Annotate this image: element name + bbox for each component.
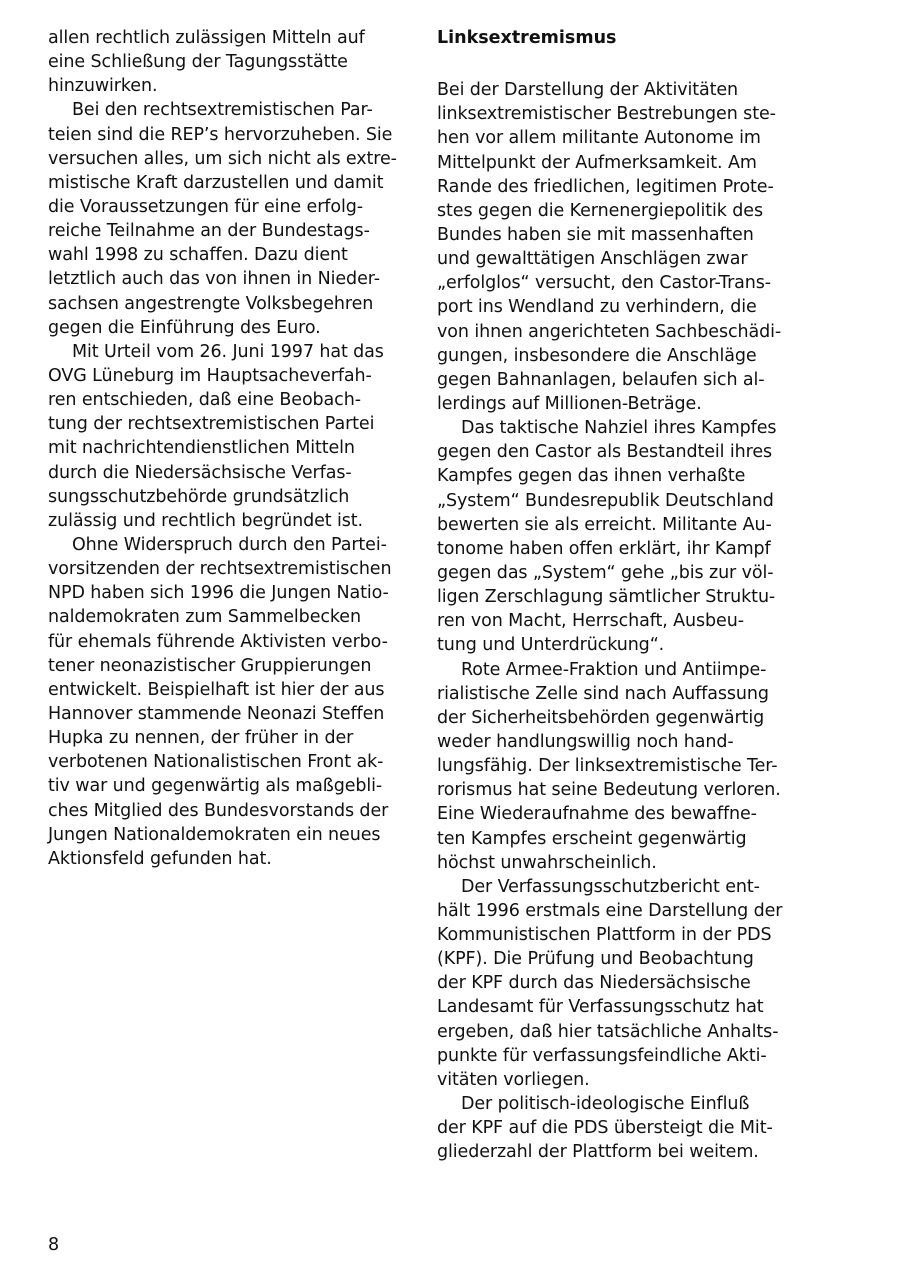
text-line: Bei den rechtsextremistischen Par- [72, 100, 373, 121]
text-line: Hannover stammende Neonazi Steffen [48, 703, 385, 724]
paragraph [48, 340, 408, 533]
text-line: lerdings auf Millionen-Beträge. [437, 393, 702, 414]
text-line: rorismus hat seine Bedeutung verloren. [437, 780, 781, 801]
text-line: Der Verfassungsschutzbericht ent- [461, 876, 760, 897]
text-line: von ihnen angerichteten Sachbeschädi- [437, 321, 782, 342]
text-line: Der politisch-ideologische Einfluß [461, 1094, 750, 1115]
text-line: Rote Armee-Fraktion und Antiimpe- [461, 659, 767, 680]
text-line: ergeben, daß hier tatsächliche Anhalts- [437, 1021, 779, 1042]
text-line: tung und Unterdrückung“. [437, 635, 665, 656]
text-line: die Voraussetzungen für eine erfolg- [48, 196, 363, 217]
text-line: hinzuwirken. [48, 76, 158, 97]
text-line: durch die Niedersächsische Verfas- [48, 462, 352, 483]
text-line: „System“ Bundesrepublik Deutschland [437, 490, 774, 511]
text-line: rialistische Zelle sind nach Auffassung [437, 683, 769, 704]
text-line: port ins Wendland zu verhindern, die [437, 297, 757, 318]
text-line: Kampfes gegen das ihnen verhaßte [437, 466, 746, 487]
text-line: weder handlungswillig noch hand- [437, 731, 734, 752]
right-column [437, 26, 799, 1164]
text-line: Hupka zu nennen, der früher in der [48, 728, 354, 749]
text-line: vitäten vorliegen. [437, 1069, 590, 1090]
text-line: (KPF). Die Prüfung und Beobachtung [437, 949, 754, 970]
text-line: teien sind die REP’s hervorzuheben. Sie [48, 124, 393, 145]
text-line: ren von Macht, Herrschaft, Ausbeu- [437, 611, 744, 632]
section-heading: Linksextremismus [437, 28, 617, 48]
text-line: für ehemals führende Aktivisten verbo- [48, 631, 388, 652]
paragraph [437, 78, 799, 416]
text-line: gegen den Castor als Bestandteil ihres [437, 442, 773, 463]
text-line: OVG Lüneburg im Hauptsacheverfah- [48, 365, 372, 386]
page-number: 8 [48, 1235, 60, 1255]
text-line: ches Mitglied des Bundesvorstands der [48, 800, 389, 821]
text-line: gegen die Einführung des Euro. [48, 317, 321, 338]
text-line: punkte für verfassungsfeindliche Akti- [437, 1045, 767, 1066]
paragraph [48, 533, 408, 871]
text-line: bewerten sie als erreicht. Militante Au- [437, 514, 772, 535]
text-line: tener neonazistischer Gruppierungen [48, 655, 372, 676]
paragraph [48, 26, 408, 98]
text-line: naldemokraten zum Sammelbecken [48, 607, 361, 628]
text-line: entwickelt. Beispielhaft ist hier der aus [48, 679, 385, 700]
paragraph [48, 98, 408, 339]
text-line: Landesamt für Verfassungsschutz hat [437, 997, 764, 1018]
text-line: Bei der Darstellung der Aktivitäten [437, 80, 739, 101]
text-line: stes gegen die Kernenergiepolitik des [437, 200, 763, 221]
left-column [48, 26, 408, 871]
text-line: gungen, insbesondere die Anschläge [437, 345, 757, 366]
text-line: Mit Urteil vom 26. Juni 1997 hat das [72, 341, 384, 362]
text-line: tiv war und gegenwärtig als maßgebli- [48, 776, 383, 797]
paragraph [437, 1092, 799, 1164]
text-line: tonome haben offen erklärt, ihr Kampf [437, 538, 771, 559]
text-line: NPD haben sich 1996 die Jungen Natio- [48, 583, 389, 604]
text-line: wahl 1998 zu schaffen. Dazu dient [48, 245, 348, 266]
text-line: lungsfähig. Der linksextremistische Ter- [437, 756, 778, 777]
text-line: mistische Kraft darzustellen und damit [48, 172, 384, 193]
text-line: Eine Wiederaufnahme des bewaffne- [437, 804, 757, 825]
text-line: sachsen angestrengte Volksbegehren [48, 293, 374, 314]
text-line: versuchen alles, um sich nicht als extre- [48, 148, 397, 169]
text-line: hen vor allem militante Autonome im [437, 128, 761, 149]
right-column-body [437, 78, 799, 1164]
text-line: Mittelpunkt der Aufmerksamkeit. Am [437, 152, 757, 173]
text-line: Bundes haben sie mit massenhaften [437, 224, 754, 245]
text-line: und gewalttätigen Anschlägen zwar [437, 249, 748, 270]
text-line: sungsschutzbehörde grundsätzlich [48, 486, 350, 507]
text-line: Ohne Widerspruch durch den Partei- [72, 534, 387, 555]
text-line: Kommunistischen Plattform in der PDS [437, 925, 772, 946]
paragraph [437, 416, 799, 657]
text-line: Rande des friedlichen, legitimen Prote- [437, 176, 774, 197]
text-line: eine Schließung der Tagungsstätte [48, 52, 348, 73]
text-line: zulässig und rechtlich begründet ist. [48, 510, 364, 531]
text-line: gegen das „System“ gehe „bis zur völ- [437, 562, 774, 583]
text-line: letztlich auch das von ihnen in Nieder- [48, 269, 380, 290]
paragraph [437, 658, 799, 875]
text-line: der Sicherheitsbehörden gegenwärtig [437, 707, 765, 728]
text-line: verbotenen Nationalistischen Front ak- [48, 752, 384, 773]
text-line: mit nachrichtendienstlichen Mitteln [48, 438, 355, 459]
text-line: der KPF auf die PDS übersteigt die Mit- [437, 1118, 773, 1139]
text-line: gliederzahl der Plattform bei weitem. [437, 1142, 759, 1163]
text-line: der KPF durch das Niedersächsische [437, 973, 751, 994]
paragraph [437, 875, 799, 1092]
text-line: „erfolglos“ versucht, den Castor-Trans- [437, 273, 772, 294]
text-line: reiche Teilnahme an der Bundestags- [48, 221, 370, 242]
text-line: linksextremistischer Bestrebungen ste- [437, 104, 776, 125]
text-line: Das taktische Nahziel ihres Kampfes [461, 418, 777, 439]
text-line: höchst unwahrscheinlich. [437, 852, 657, 873]
text-line: hält 1996 erstmals eine Darstellung der [437, 900, 783, 921]
text-line: gegen Bahnanlagen, belaufen sich al- [437, 369, 765, 390]
text-line: ren entschieden, daß eine Beobach- [48, 390, 361, 411]
text-line: ligen Zerschlagung sämtlicher Struktu- [437, 587, 776, 608]
text-line: Jungen Nationaldemokraten ein neues [48, 824, 381, 845]
text-line: Aktionsfeld gefunden hat. [48, 848, 272, 869]
text-line: allen rechtlich zulässigen Mitteln auf [48, 28, 365, 48]
text-line: ten Kampfes erscheint gegenwärtig [437, 828, 747, 849]
text-line: tung der rechtsextremistischen Partei [48, 414, 375, 435]
text-line: vorsitzenden der rechtsextremistischen [48, 559, 392, 580]
